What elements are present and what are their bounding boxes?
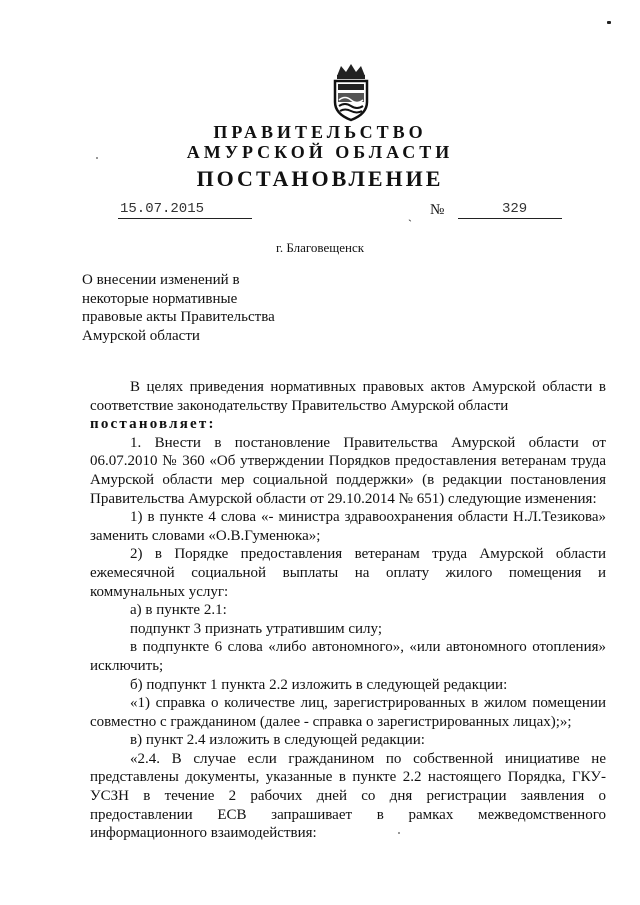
scan-speck <box>398 832 400 834</box>
paragraph: «1) справка о количестве лиц, зарегистрированных в жилом помещении совместно с гражданином (далее - справка о зарегистрированных лицах);»; <box>90 695 606 730</box>
paragraph: б) подпункт 1 пункта 2.2 изложить в следующей редакции: <box>130 676 508 693</box>
subject-block <box>82 271 275 345</box>
document-number: 329 <box>458 201 562 219</box>
document-type-title: ПОСТАНОВЛЕНИЕ <box>196 166 444 191</box>
number-label: № <box>430 202 445 218</box>
resolves-word: постановляет: <box>90 416 216 433</box>
subject-line: некоторые нормативные <box>82 290 238 307</box>
paragraph: «2.4. В случае если гражданином по собственной инициативе не представлены документы, указанные в пункте 2.2 настоящего Порядка, ГКУ-УСЗН в течение 2 рабочих дней со дня регистрации заявления о предоставлении ЕСВ запрашивает в рамках межведомственного информационного взаимодействия: <box>90 750 606 842</box>
intro-line-2: соответствие законодательству Правительство Амурской области <box>90 397 509 414</box>
paragraph: в) пункт 2.4 изложить в следующей редакции: <box>130 732 425 749</box>
scan-speck <box>607 21 611 24</box>
document-date: 15.07.2015 <box>118 201 252 219</box>
government-title-line1: ПРАВИТЕЛЬСТВО <box>213 122 427 142</box>
document-body <box>90 378 606 843</box>
city-line: г. Благовещенск <box>275 240 365 255</box>
paragraph: в подпункте 6 слова «либо автономного», «или автономного отопления» исключить; <box>90 639 606 674</box>
coat-of-arms-icon <box>327 62 375 122</box>
pen-mark: ˎ <box>408 208 412 222</box>
paragraph: 1) в пункте 4 слова «- министра здравоохранения области Н.Л.Тезикова» заменить словами «О.В.Гуменюка»; <box>90 509 606 544</box>
scan-speck <box>96 157 98 159</box>
paragraph: 2) в Порядке предоставления ветеранам труда Амурской области ежемесячной социальной выплаты на оплату жилого помещения и коммунальных услуг: <box>90 546 606 600</box>
paragraph: подпункт 3 признать утратившим силу; <box>130 620 382 637</box>
subject-line: О внесении изменений в <box>82 272 240 288</box>
subject-line: правовые акты Правительства <box>82 309 275 325</box>
intro-line-1: В целях приведения нормативных правовых актов Амурской области в <box>130 379 606 395</box>
paragraph: 1. Внести в постановление Правительства Амурской области от 06.07.2010 № 360 «Об утверждении Порядков предоставления ветеранам труда Амурской области мер социальной поддержки» (в редакции постановления Правительства Амурской области от 29.10.2014 № 651) следующие изменения: <box>90 434 606 507</box>
government-title-line2: АМУРСКОЙ ОБЛАСТИ <box>186 142 454 162</box>
subject-line: Амурской области <box>82 327 200 344</box>
paragraph: а) в пункте 2.1: <box>130 602 227 619</box>
